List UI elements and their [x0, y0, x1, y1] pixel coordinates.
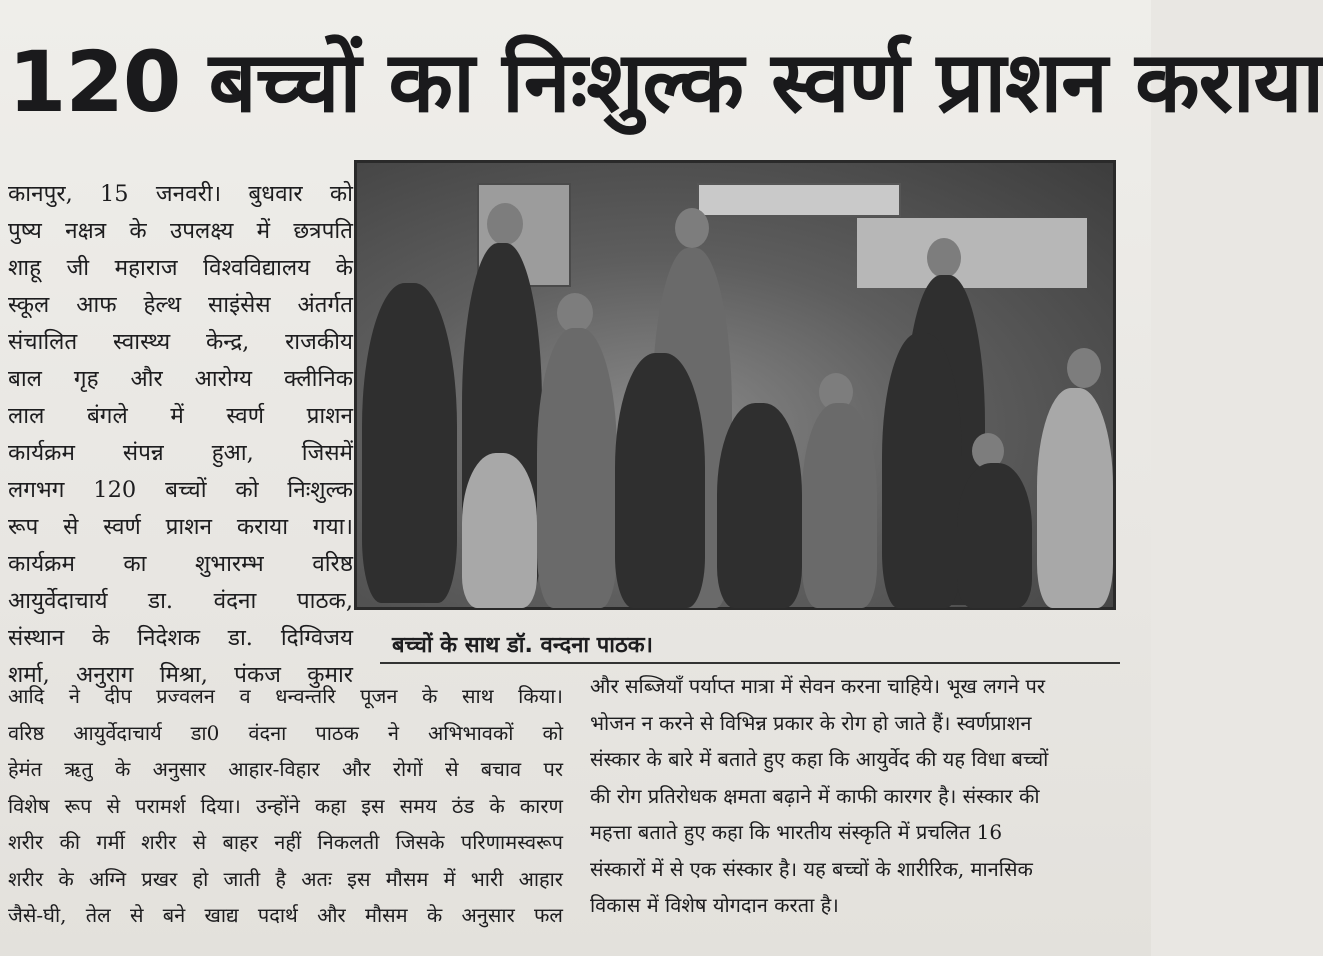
- child-figure: [615, 353, 705, 608]
- group-photo: [354, 160, 1116, 610]
- text-line: विकास में विशेष योगदान करता है।: [590, 893, 839, 917]
- photo-caption: बच्चों के साथ डॉ. वन्दना पाठक।: [392, 633, 653, 658]
- child-figure: [462, 453, 537, 608]
- child-figure: [537, 328, 617, 608]
- photo-wall-sign: [857, 218, 1087, 288]
- photo-banner: [697, 183, 901, 217]
- caption-divider: [380, 662, 1120, 664]
- text-line: लाल बंगले में स्वर्ण प्राशन: [8, 403, 353, 429]
- headline: 120 बच्चों का निःशुल्क स्वर्ण प्राशन कराया: [8, 33, 1323, 131]
- child-figure: [802, 403, 877, 608]
- text-line: कार्यक्रम का शुभारम्भ वरिष्ठ: [8, 551, 353, 577]
- text-line: शर्मा, अनुराग मिश्रा, पंकज कुमार: [8, 662, 353, 688]
- article-left-column: [8, 176, 353, 694]
- text-line: शरीर के अग्नि प्रखर हो जाती है अतः इस मौसम में भारी आहार: [8, 866, 563, 891]
- text-line: आदि ने दीप प्रज्वलन व धन्वन्तरि पूजन के साथ किया।: [8, 684, 563, 708]
- text-line: और सब्जियाँ पर्याप्त मात्रा में सेवन करना चाहिये। भूख लगने पर: [590, 674, 1046, 698]
- text-line: संचालित स्वास्थ्य केन्द्र, राजकीय: [8, 329, 353, 355]
- text-line: महत्ता बताते हुए कहा कि भारतीय संस्कृति में प्रचलित 16: [590, 820, 1003, 844]
- text-line: रूप से स्वर्ण प्राशन कराया गया।: [8, 514, 353, 540]
- text-line: कानपुर, 15 जनवरी। बुधवार को: [8, 181, 353, 207]
- text-line: संस्कार के बारे में बताते हुए कहा कि आयुर्वेद की यह विधा बच्चों: [590, 747, 1049, 771]
- person-head: [675, 208, 709, 248]
- text-line: विशेष रूप से परामर्श दिया। उन्होंने कहा इस समय ठंड के कारण: [8, 793, 563, 818]
- text-line: आयुर्वेदाचार्य डा. वंदना पाठक,: [8, 588, 353, 614]
- text-line: संस्थान के निदेशक डा. दिग्विजय: [8, 625, 353, 651]
- text-line: संस्कारों में से एक संस्कार है। यह बच्चों के शारीरिक, मानसिक: [590, 856, 1033, 881]
- text-line: वरिष्ठ आयुर्वेदाचार्य डा0 वंदना पाठक ने अभिभावकों को: [8, 720, 563, 745]
- text-line: भोजन न करने से विभिन्न प्रकार के रोग हो जाते हैं। स्वर्णप्राशन: [590, 710, 1032, 735]
- text-line: कार्यक्रम संपन्न हुआ, जिसमें: [8, 440, 353, 466]
- person-head: [487, 203, 523, 245]
- text-line: की रोग प्रतिरोधक क्षमता बढ़ाने में काफी कारगर है। संस्कार की: [590, 783, 1040, 808]
- child-figure: [362, 283, 457, 603]
- text-line: स्कूल आफ हेल्थ साइंसेस अंतर्गत: [8, 292, 353, 318]
- article-bottom-left: [8, 678, 563, 934]
- text-line: हेमंत ऋतु के अनुसार आहार-विहार और रोगों से बचाव पर: [8, 757, 563, 781]
- child-figure: [882, 333, 962, 608]
- text-line: जैसे-घी, तेल से बने खाद्य पदार्थ और मौसम के अनुसार फल: [8, 903, 563, 927]
- child-figure: [717, 403, 802, 608]
- child-figure: [1037, 388, 1113, 608]
- text-line: पुष्य नक्षत्र के उपलक्ष्य में छत्रपति: [8, 218, 353, 244]
- article-bottom-right: [590, 668, 1130, 924]
- text-line: शाहू जी महाराज विश्वविद्यालय के: [8, 255, 353, 281]
- child-head: [557, 293, 593, 333]
- child-figure: [957, 463, 1032, 608]
- text-line: शरीर की गर्मी शरीर से बाहर नहीं निकलती जिसके परिणामस्वरूप: [8, 830, 563, 854]
- person-head: [927, 238, 961, 278]
- text-line: बाल गृह और आरोग्य क्लीनिक: [8, 366, 353, 392]
- text-line: लगभग 120 बच्चों को निःशुल्क: [8, 477, 353, 503]
- child-head: [1067, 348, 1101, 388]
